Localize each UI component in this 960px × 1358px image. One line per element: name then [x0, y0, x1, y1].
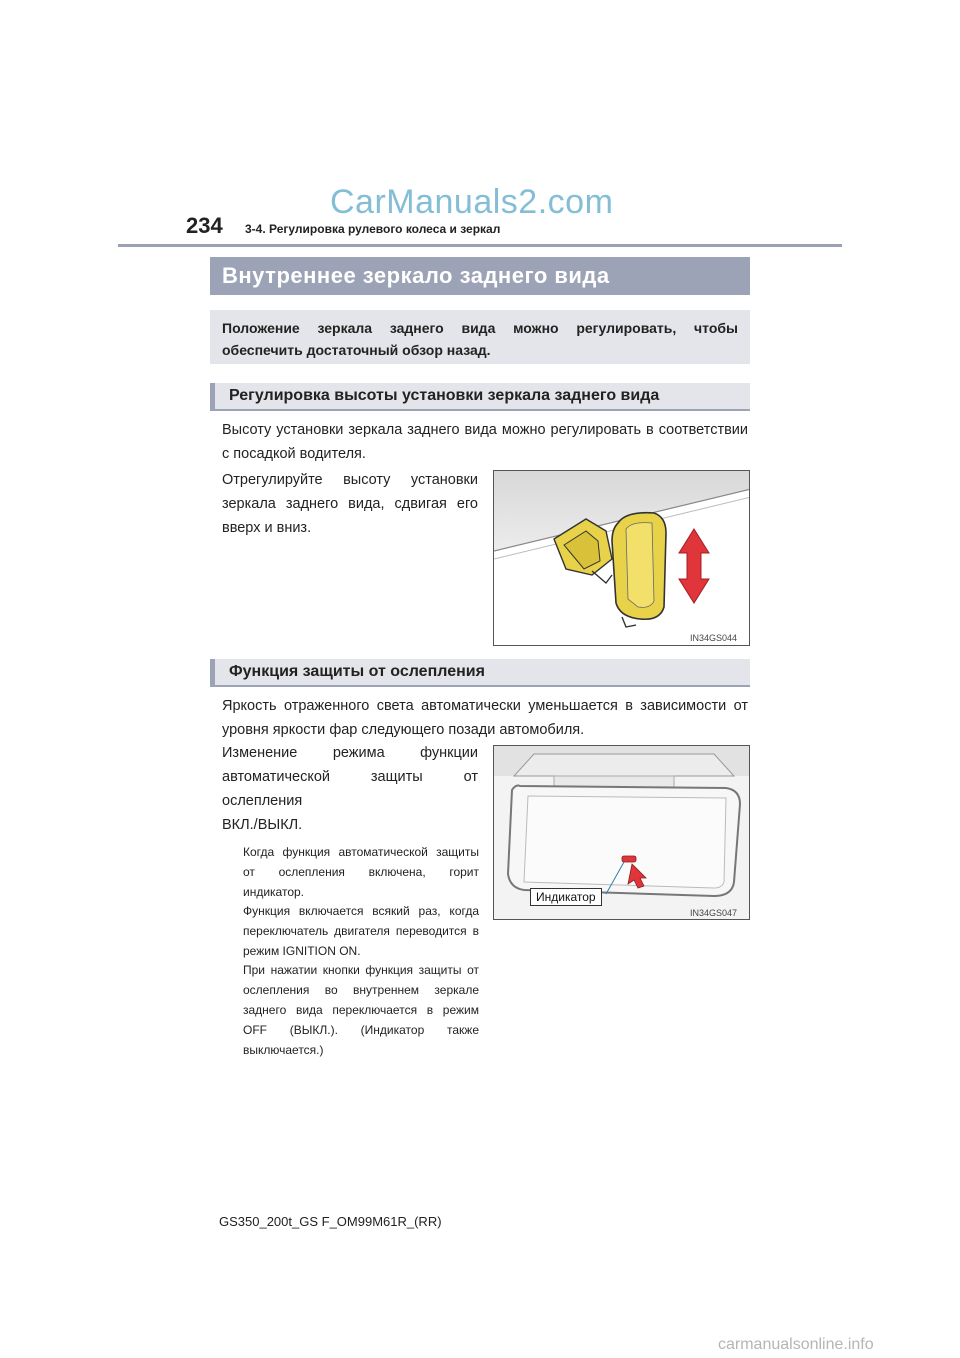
rearview-mirror — [508, 786, 740, 897]
header-divider — [118, 244, 842, 247]
height-adjust-para1: Высоту установки зеркала заднего вида можно регулировать в соответствии с посадкой водителя. — [222, 422, 748, 462]
up-down-arrow-icon — [679, 529, 709, 603]
anti-glare-figure — [493, 745, 750, 920]
page-number: 234 — [186, 213, 223, 238]
anti-glare-note2: Функция включается всякий раз, когда переключатель двигателя переводится в режим IGNITION ON. — [243, 904, 479, 958]
anti-glare-para1: Яркость отраженного света автоматически уменьшается в зависимости от уровня яркости фар следующего позади автомобиля. — [222, 698, 748, 738]
anti-glare-note3: При нажатии кнопки функция защиты от ослепления во внутреннем зеркале заднего вида переключается в режим OFF (ВЫКЛ.). (Индикатор также выключается.) — [243, 963, 479, 1057]
mirror-height-illustration — [494, 471, 750, 646]
breadcrumb: 3-4. Регулировка рулевого колеса и зеркал — [245, 222, 501, 236]
watermark-top: CarManuals2.com — [330, 183, 614, 221]
indicator-button-icon — [622, 856, 636, 862]
section-title: Внутреннее зеркало заднего вида — [210, 257, 750, 295]
anti-glare-para2: Изменение режима функции автоматической защиты от ослепления — [222, 745, 478, 809]
anti-glare-heading: Функция защиты от ослепления — [210, 659, 750, 687]
indicator-label: Индикатор — [530, 888, 602, 906]
figure-code-044: IN34GS044 — [690, 633, 738, 643]
mirror-height-figure — [493, 470, 750, 646]
anti-glare-note1: Когда функция автоматической защиты от ослепления включена, горит индикатор. — [243, 845, 479, 899]
mirror-body — [612, 513, 666, 627]
watermark-bottom: carmanualsonline.info — [718, 1336, 874, 1353]
height-adjust-heading: Регулировка высоты установки зеркала заднего вида — [210, 383, 750, 411]
anti-glare-para3: ВКЛ./ВЫКЛ. — [222, 817, 303, 833]
document-code: GS350_200t_GS F_OM99M61R_(RR) — [219, 1214, 442, 1229]
section-intro: Положение зеркала заднего вида можно регулировать, чтобы обеспечить достаточный обзор назад. — [210, 310, 750, 364]
figure-code-047: IN34GS047 — [690, 908, 738, 918]
height-adjust-para2: Отрегулируйте высоту установки зеркала заднего вида, сдвигая его вверх и вниз. — [222, 472, 478, 536]
